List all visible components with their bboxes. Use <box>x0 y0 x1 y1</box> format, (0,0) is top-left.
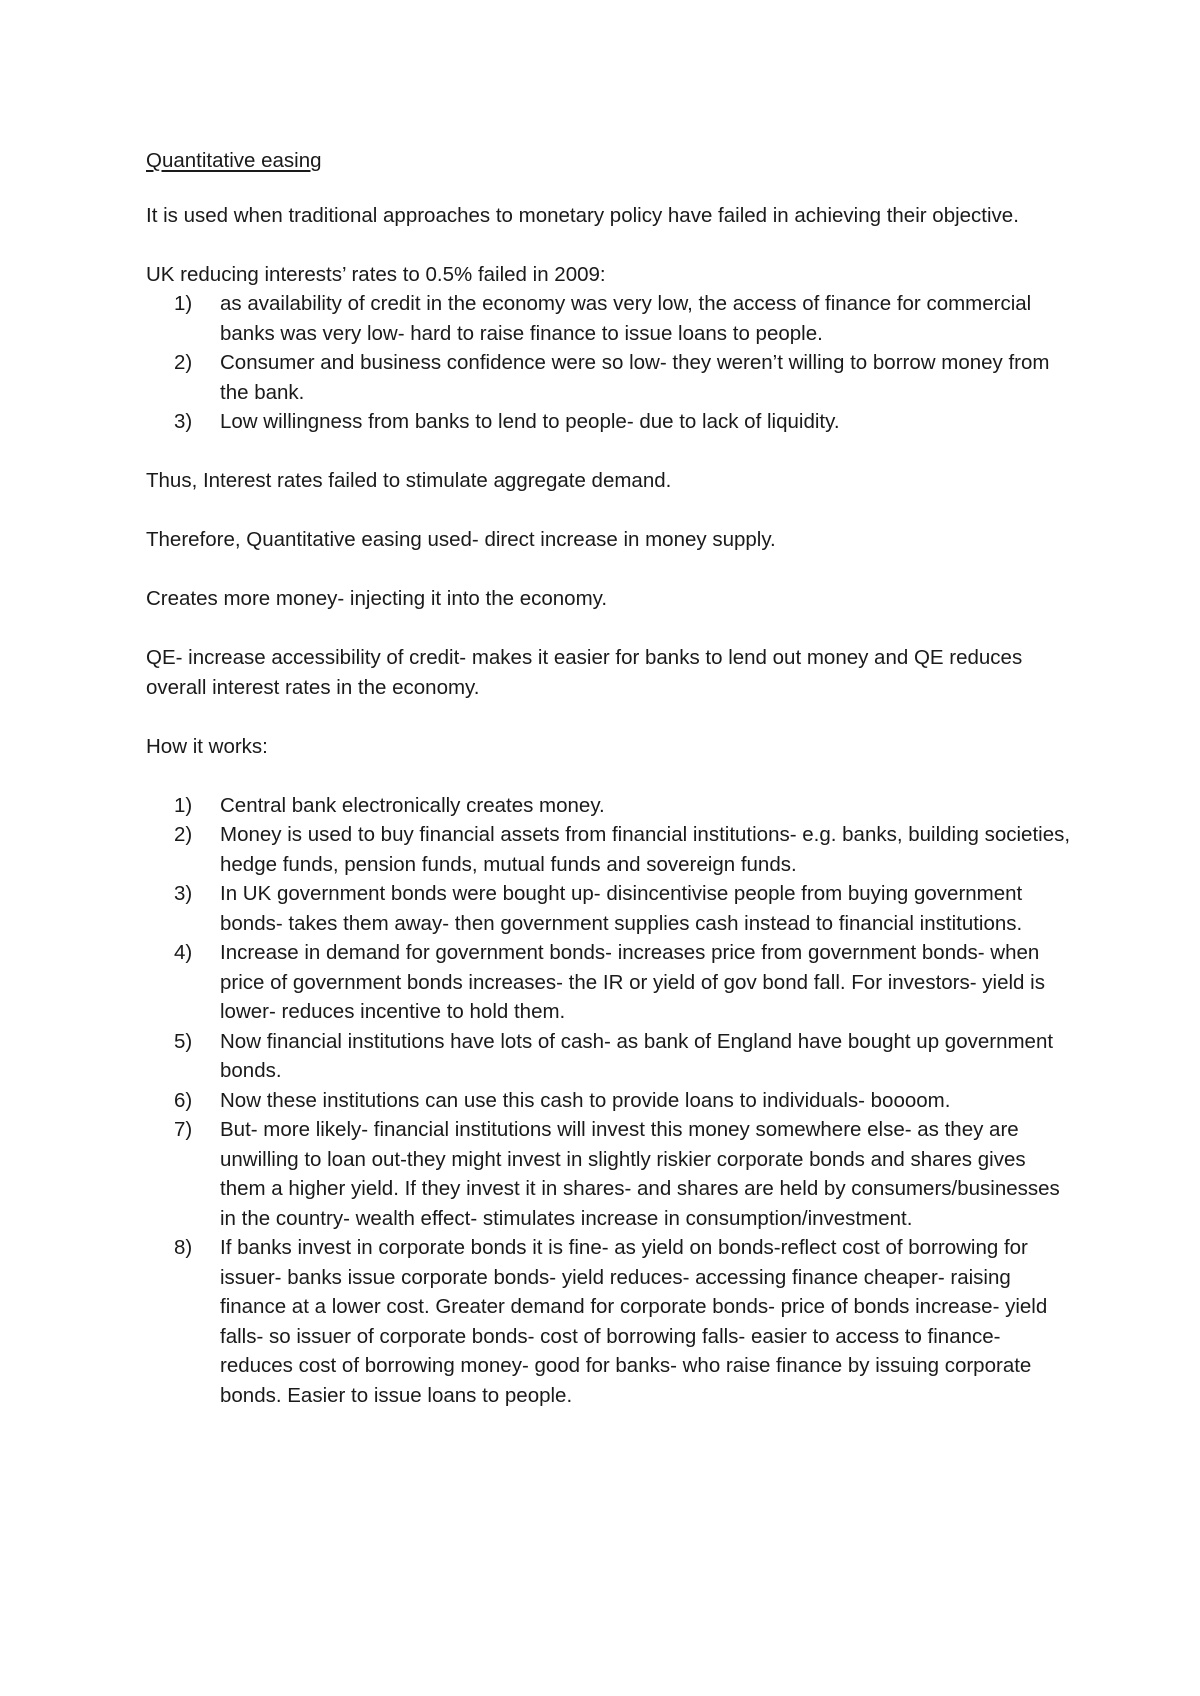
list-item-text: But- more likely- financial institutions will invest this money somewhere else- as they are unwilling to loan out-they might invest in slightly riskier corporate bonds and shares gives them a higher yield. If they invest it in shares- and shares are held by consumers/businesses in the country- wealth effect- stimulates increase in consumption/investment. <box>220 1118 1060 1230</box>
list-item <box>146 407 1076 437</box>
list-number: 2) <box>174 351 193 374</box>
document-title: Quantitative easing <box>146 149 322 172</box>
how-steps-list <box>146 791 1076 1411</box>
list-item-text: as availability of credit in the economy was very low, the access of finance for commercial banks was very low- hard to raise finance to issue loans to people. <box>220 292 1032 345</box>
list-number: 8) <box>174 1236 193 1259</box>
list-item <box>146 1115 1076 1233</box>
list-item-text: If banks invest in corporate bonds it is fine- as yield on bonds-reflect cost of borrowing for issuer- banks issue corporate bonds- yield reduces- accessing finance cheaper- raising finance at a lower cost. Greater demand for corporate bonds- price of bonds increase- yield falls- so issuer of corporate bonds- cost of borrowing falls- easier to access to finance- reduces cost of borrowing money- good for banks- who raise finance by issuing corporate bonds. Easier to issue loans to people. <box>220 1236 1048 1407</box>
list-number: 1) <box>174 793 193 817</box>
list-item <box>146 289 1076 348</box>
intro-paragraph: It is used when traditional approaches to monetary policy have failed in achieving their objective. <box>146 203 1019 227</box>
list-number: 3) <box>174 882 193 905</box>
list-number: 4) <box>174 941 193 964</box>
list-item <box>146 1086 1076 1116</box>
thus-paragraph: Thus, Interest rates failed to stimulate aggregate demand. <box>146 469 672 492</box>
list-item <box>146 791 1076 821</box>
document-page <box>146 146 1076 1440</box>
creates-paragraph: Creates more money- injecting it into the economy. <box>146 587 608 610</box>
list-number: 5) <box>174 1029 193 1053</box>
list-item-text: In UK government bonds were bought up- disincentivise people from buying government bonds- takes them away- then government supplies cash instead to financial institutions. <box>220 882 1023 935</box>
therefore-paragraph: Therefore, Quantitative easing used- direct increase in money supply. <box>146 528 776 551</box>
list-item <box>146 1233 1076 1410</box>
uk-reasons-list <box>146 289 1076 437</box>
list-item-text: Low willingness from banks to lend to people- due to lack of liquidity. <box>220 410 840 433</box>
list-number: 6) <box>174 1088 193 1112</box>
list-number: 1) <box>174 292 193 315</box>
list-item <box>146 348 1076 407</box>
uk-heading: UK reducing interests’ rates to 0.5% failed in 2009: <box>146 262 606 286</box>
list-item <box>146 820 1076 879</box>
list-number: 2) <box>174 823 193 846</box>
list-number: 3) <box>174 410 193 433</box>
list-item-text: Central bank electronically creates money. <box>220 793 605 817</box>
list-item <box>146 938 1076 1027</box>
list-number: 7) <box>174 1118 193 1141</box>
qe-summary-paragraph: QE- increase accessibility of credit- makes it easier for banks to lend out money and QE reduces overall interest rates in the economy. <box>146 646 1023 699</box>
list-item-text: Money is used to buy financial assets from financial institutions- e.g. banks, building societies, hedge funds, pension funds, mutual funds and sovereign funds. <box>220 823 1071 876</box>
list-item-text: Increase in demand for government bonds- increases price from government bonds- when price of government bonds increases- the IR or yield of gov bond fall. For investors- yield is lower- reduces incentive to hold them. <box>220 941 1045 1023</box>
list-item <box>146 879 1076 938</box>
list-item-text: Consumer and business confidence were so low- they weren’t willing to borrow money from the bank. <box>220 351 1050 404</box>
list-item-text: Now financial institutions have lots of cash- as bank of England have bought up government bonds. <box>220 1029 1054 1082</box>
how-heading: How it works: <box>146 734 268 758</box>
list-item <box>146 1027 1076 1086</box>
list-item-text: Now these institutions can use this cash to provide loans to individuals- boooom. <box>220 1088 951 1112</box>
